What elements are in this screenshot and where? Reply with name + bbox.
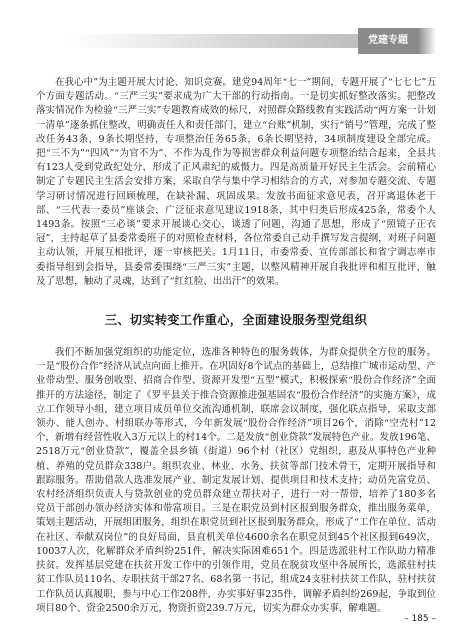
page-number: – 185 – <box>404 614 436 624</box>
section-tag: 党建专题 <box>358 28 418 54</box>
body-paragraph: 我们不断加强党组织的功能定位，选准各种特色的服务载体，为群众提供全方位的服务。一是“股份合作”经济从试点向面上推开。在巩固好8个试点的基础上，总结推广城市运动型、产业带动型、服务创收型、招商合作型、资源开发型“五型”模式，积极探索“股份合作经济”全面推开的方法途径，制定了《罗平县关于推合资源推进强基固农“股份合作经济”的实施方案》，成立工作领导小组，建立项目成员单位交流沟通机制，联席会议制度，强化联点指导，采取支部领办、能人创办、村组联办等形式，今年新发展“股份合作经济”项目26个，消除“空壳村”12个，新增有经营性收入3万元以上的村14个。二是发放“创业贷款”发展特色产业。发放196笔、2518万元“创业贷款”，覆盖全县乡镇（街道）96个村（社区）党组织，惠及从事特色产业种植、养殖的党员群众338户。组织农业、林业、水务、扶贫等部门技术骨干，定期开展指导和跟踪服务。帮助借款人选准发展产业、制定发展计划、提供项目和技术支持；动员先富党员、农村经济组织负责人与贷款创业的党员群众建立帮扶对子，进行一对一帮带，培养了180多名党员干部创办领办经济实体和带富项目。三是在职党员到村区报到服务群众，推出服务菜单，策划主题活动，开展组团服务，组织在职党员到社区报到服务群众，形成了“工作在单位、活动在社区、奉献双岗位”的良好局面，县直机关单位4600余名在职党员到45个社区报到649次，10037人次，化解群众矛盾纠纷251件，解决实际困难651个。四是选派驻村工作队助力精准扶贫。发挥基层党建在扶贫开发工作中的引领作用，党员在脱贫攻坚中各展所长，选派驻村扶贫工作队员110名、专职扶贫干部27名、68名第一书记，组成24支驻村扶贫工作队，驻村扶贫工作队员认真履职，参与中心工作208件，办实事好事235件，调解矛盾纠纷269起，争取到位项目80个、资金2500余万元，物资折资239.7万元，切实为群众办实事，解难题。 <box>36 347 436 614</box>
header-tag-fade <box>418 28 436 54</box>
section-heading: 三、切实转变工作重心，全面建设服务型党组织 <box>104 313 368 328</box>
body-paragraph: 在我心中”为主题开展大讨论、知识竞赛。建党94周年“七一”期间，专题开展了“七七七”五个方面专题活动。“三严三实”要求成为广大干部的行动指南。一是切实抓好整改落实。把整改落实情况作为检验“三严三实”专题教育成效的标尺，对照群众路线教育实践活动“两方案一计划一清单”逐条抓住整改，明确责任人和责任部门，建立“台账”机制，实行“销号”管理，完成了整改任务43条，9条长期坚持，专项整治任务65条，6条长期坚持，34项制度建设全部完成。把“三不为”“四风”“为官不为”、不作为乱作为等损害群众利益问题专项整治结合起来，全县共有123人受到党政纪处分，形成了正风肃纪的威慑力。四是高质量开好民主生活会。会前精心制定了专题民主生活会安排方案，采取自学与集中学习相结合的方式，对参加专题交流、专题学习研讨情况进行回顾梳理，在缺补漏、巩固成果。发放书面征求意见表，召开离退休老干部、“三代表一委员”座谈会，广泛征求意见建议1918条，其中归类后形成425条，常委个人1493条。按照“三必谈”要求开展谈心交心，谈透了问题，沟通了思想，形成了“照镜子正衣冠”，主持起草了县委常委班子的对照检查材料，各位常委自己动手撰写发言提纲，对班子问题主动认领，开展互相批评，逐一审核把关。1月11日，市委常委、宣传部部长和省宁调志率市委指导组到会指导，县委常委围绕“三严三实”主题，以整风精神开展自我批评和相互批评，触及了思想，触动了灵魂，达到了“红红脸、出出汗”的效果。 <box>36 77 436 287</box>
page-header <box>0 26 471 56</box>
page-body <box>36 76 436 616</box>
header-gradient-bar <box>70 34 360 48</box>
